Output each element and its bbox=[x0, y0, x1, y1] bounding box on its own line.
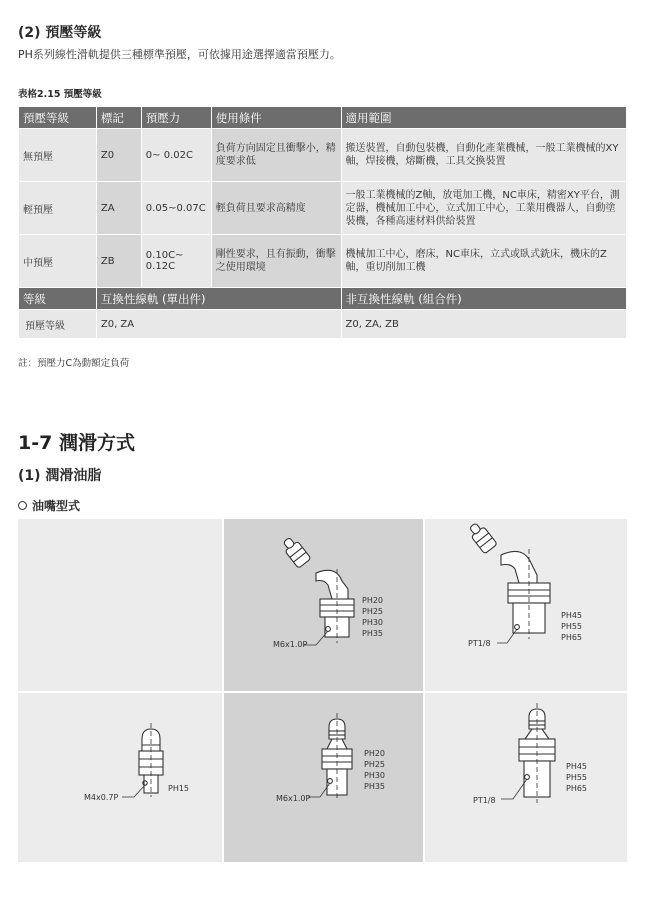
nipple-model-label: PH55 bbox=[561, 622, 583, 631]
sub-header: 等級 bbox=[19, 288, 97, 310]
sub-header: 互換性線軌 (單出件) bbox=[96, 288, 341, 310]
nipple-type-label: 油嘴型式 bbox=[32, 499, 81, 513]
nipple-model-label: PH45 bbox=[561, 611, 583, 620]
circle-bullet-icon bbox=[18, 501, 27, 510]
nipple-thread-label: M4x0.7P bbox=[84, 793, 119, 802]
table-header: 適用範圍 bbox=[341, 107, 626, 129]
table-header: 預壓等級 bbox=[19, 107, 97, 129]
sub-row-label: 預壓等級 bbox=[19, 310, 97, 339]
nipple-model-label: PH30 bbox=[362, 618, 384, 627]
angled-grease-nipple-drawing bbox=[425, 519, 627, 691]
nipple-model-label: PH65 bbox=[561, 633, 583, 642]
nipple-panel-straight-m6 bbox=[224, 693, 423, 862]
grade-cell: 輕預壓 bbox=[19, 182, 97, 235]
preload-table bbox=[18, 106, 627, 339]
nipple-model-label: PH35 bbox=[362, 629, 384, 638]
nipple-panel-straight-m4 bbox=[18, 693, 222, 862]
nipple-panel-angled-pt bbox=[425, 519, 627, 691]
section-description: PH系列線性滑軌提供三種標準預壓，可依據用途選擇適當預壓力。 bbox=[18, 48, 341, 61]
table-header: 使用條件 bbox=[211, 107, 341, 129]
straight-grease-nipple-drawing bbox=[425, 693, 627, 862]
nipple-type-heading bbox=[18, 497, 80, 514]
lubrication-heading: 1-7 潤滑方式 bbox=[18, 432, 135, 454]
condition-cell: 輕負荷且要求高精度 bbox=[211, 182, 341, 235]
mark-cell: Z0 bbox=[96, 129, 141, 182]
straight-grease-nipple-drawing bbox=[18, 693, 222, 862]
sub-header: 非互換性線軌 (組合件) bbox=[341, 288, 626, 310]
scope-cell: 一般工業機械的Z軸，放電加工機，NC車床，精密XY平台，測定器，機械加工中心，立式加工中心，工業用機器人，自動塗裝機，各種高速材料供給裝置 bbox=[341, 182, 626, 235]
scope-cell: 搬送裝置，自動包裝機，自動化產業機械，一般工業機械的XY軸，焊接機，熔斷機，工具交換裝置 bbox=[341, 129, 626, 182]
table-header-row bbox=[19, 107, 627, 129]
nipple-thread-label: M6x1.0P bbox=[273, 640, 308, 649]
mark-cell: ZB bbox=[96, 235, 141, 288]
nipple-panel-straight-pt bbox=[425, 693, 627, 862]
angled-grease-nipple-drawing bbox=[224, 519, 423, 691]
force-cell: 0~ 0.02C bbox=[141, 129, 211, 182]
table-caption: 表格2.15 預壓等級 bbox=[18, 89, 102, 100]
condition-cell: 剛性要求，且有振動，衝擊之使用環境 bbox=[211, 235, 341, 288]
table-row bbox=[19, 182, 627, 235]
grease-nipple-grid bbox=[18, 519, 627, 862]
nipple-model-label: PH30 bbox=[364, 771, 386, 780]
nipple-model-label: PH25 bbox=[362, 607, 384, 616]
nipple-thread-label: M6x1.0P bbox=[276, 794, 311, 803]
table-row bbox=[19, 129, 627, 182]
straight-grease-nipple-drawing bbox=[224, 693, 423, 862]
mark-cell: ZA bbox=[96, 182, 141, 235]
nipple-model-label: PH25 bbox=[364, 760, 386, 769]
nipple-thread-label: PT1/8 bbox=[468, 639, 491, 648]
table-header: 預壓力 bbox=[141, 107, 211, 129]
nipple-panel-empty bbox=[18, 519, 222, 691]
table-row bbox=[19, 235, 627, 288]
table-subheader-row bbox=[19, 288, 627, 310]
condition-cell: 負荷方向固定且衝擊小，精度要求低 bbox=[211, 129, 341, 182]
table-note: 註：預壓力C為動額定負荷 bbox=[18, 358, 130, 369]
force-cell: 0.05~0.07C bbox=[141, 182, 211, 235]
nipple-model-label: PH55 bbox=[566, 773, 588, 782]
grade-cell: 無預壓 bbox=[19, 129, 97, 182]
nipple-model-label: PH65 bbox=[566, 784, 588, 793]
nipple-model-label: PH45 bbox=[566, 762, 588, 771]
interchangeable-cell: Z0, ZA bbox=[96, 310, 341, 339]
nipple-model-label: PH35 bbox=[364, 782, 386, 791]
table-header: 標記 bbox=[96, 107, 141, 129]
grade-cell: 中預壓 bbox=[19, 235, 97, 288]
nipple-model-label: PH20 bbox=[362, 596, 384, 605]
table-row bbox=[19, 310, 627, 339]
scope-cell: 機械加工中心，磨床，NC車床，立式或臥式銑床，機床的Z軸，重切削加工機 bbox=[341, 235, 626, 288]
nipple-model-label: PH15 bbox=[168, 784, 190, 793]
non-interchangeable-cell: Z0, ZA, ZB bbox=[341, 310, 626, 339]
force-cell: 0.10C~ 0.12C bbox=[141, 235, 211, 288]
lubrication-subheading: (1) 潤滑油脂 bbox=[18, 468, 102, 484]
section-title: (2) 預壓等級 bbox=[18, 25, 102, 41]
nipple-panel-angled-m6 bbox=[224, 519, 423, 691]
nipple-thread-label: PT1/8 bbox=[473, 796, 496, 805]
nipple-model-label: PH20 bbox=[364, 749, 386, 758]
